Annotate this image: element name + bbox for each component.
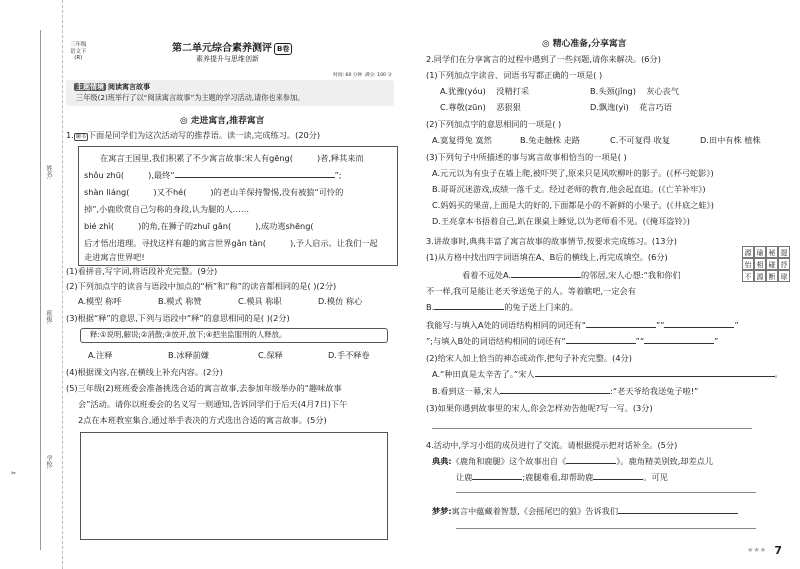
- opt-part: B.头颈(jǐng): [590, 86, 636, 96]
- opt-part: 没精打采: [496, 86, 530, 96]
- grid-cell: 瑜: [754, 246, 766, 258]
- passage-seg: )又不hé(: [153, 187, 187, 197]
- grade-info: [70, 42, 87, 62]
- passage-seg: 掉”,小鹿欣赏自己匀称的身段,认为腿: [84, 204, 217, 214]
- q2-2-opt-a[interactable]: A.寞复得兔 寞然: [432, 135, 492, 145]
- q3-title: [426, 236, 677, 246]
- para-seg: 的兔子送上门来的。: [504, 302, 578, 312]
- para-seg: B.: [426, 302, 435, 312]
- q1-badge: 聊书: [75, 134, 86, 140]
- dialogue-text: 让鹿: [456, 472, 473, 482]
- q2-3-opt-a[interactable]: A.元元以为有虫子在墙上爬,被吓哭了,原来只是风吹柳叶的影子。(《杯弓蛇影》): [432, 168, 714, 178]
- q3-1: (1)从方格中找出四字词语填在A、B后的横线上,再完成填空。(6分): [426, 252, 668, 262]
- class-label: 班级:: [45, 310, 52, 325]
- q1-2-opt-c[interactable]: C.模具 称职: [238, 296, 282, 306]
- q3-3: (3)如果你遇到故事里的宋人,你会怎样劝告他呢?写一写。(3分): [426, 403, 653, 413]
- q4-dialogue-b: [432, 506, 738, 516]
- q2-2-opt-d[interactable]: D.田中有株 植株: [700, 135, 761, 145]
- q3-note-2: ”;与填入B处的词语结构相同的词还有“ ”“ ”: [426, 336, 719, 346]
- q2-1-opt-b[interactable]: [590, 86, 679, 96]
- q3-note-1: 我能写:与填入A处的词语结构相同的词还有“ ”“ ”: [426, 320, 739, 330]
- school-label: 学校:: [45, 455, 52, 470]
- q1-2: (2)下列加点字的读音与语段中加点的“柄”和“称”的读音都相同的是( )(2分): [66, 281, 337, 291]
- blank-b[interactable]: [434, 309, 504, 310]
- char-grid: [742, 246, 790, 282]
- grid-cell: 源: [754, 270, 766, 282]
- q1-2-opt-d[interactable]: D.模仿 称心: [318, 296, 363, 306]
- q2-2-opt-b[interactable]: B.兔走触株 走路: [520, 135, 580, 145]
- page-title: [172, 39, 292, 55]
- q3-para-2: 不一样,我可是能让老天爷送兔子的人。等着瞧吧,一定会有: [426, 286, 636, 296]
- grid-cell: 怡: [742, 258, 754, 270]
- passage-seg: shǒu zhū(: [84, 170, 125, 180]
- speaker-label: 梦梦:: [432, 506, 452, 516]
- passage-seg: 后才悟出道理。寻找这样有趣的寓言世界gǎn tàn(: [84, 238, 266, 248]
- q4: 4.活动中,学习小组的成员进行了交流。请根据提示把对话补全。(5分): [426, 440, 678, 450]
- grid-cell: 提: [778, 246, 790, 258]
- q1-3-opt-b[interactable]: B.冰释前嫌: [168, 350, 209, 360]
- passage-line-2: shǒu zhū( ),最终“ ”;: [84, 170, 342, 180]
- subtitle: 素养提升与思维创新: [196, 55, 259, 63]
- passage-seg: shàn liáng(: [84, 187, 130, 197]
- blank[interactable]: [500, 393, 610, 394]
- exam-meta: [333, 72, 392, 78]
- time-limit: 时间: 60 分钟: [333, 73, 363, 78]
- grade: 三年级: [70, 42, 87, 48]
- section-right-text: 精心准备,分享寓言: [552, 39, 627, 49]
- passage-line-1: [100, 153, 364, 163]
- q1-title: [66, 130, 320, 142]
- grid-row: [742, 270, 790, 282]
- dialogue-text: 》。鹿角精美别致,却差点儿: [616, 456, 714, 466]
- blank[interactable]: [586, 327, 656, 328]
- q3-para-3: [426, 302, 578, 312]
- dialogue-text: ;鹿腿难看,却帮助鹿: [522, 472, 594, 482]
- note-text: 我能写:与填入A处的词语结构相同的词还有“: [426, 320, 586, 330]
- q4-dialogue-a: [432, 456, 713, 466]
- grid-cell: 断: [766, 270, 778, 282]
- subject: 语文下: [70, 48, 87, 55]
- q2-3-opt-c[interactable]: C.妈妈买的果苗,上面是大的好的,下面都是小的不新鲜的小果子。(《井底之蛙》): [432, 200, 714, 210]
- passage-line-6: [84, 238, 378, 248]
- grid-cell: 碰: [766, 258, 778, 270]
- q2-1-opt-c[interactable]: [440, 102, 521, 112]
- edition-tag: (R): [74, 55, 83, 61]
- title-text: 第二单元综合素养测评: [172, 43, 272, 54]
- dialogue-text: 寓言中蕴藏着智慧,《会摇尾巴的狼》告诉我们: [451, 506, 619, 516]
- dialogue-text: 。可见: [643, 472, 668, 482]
- para-seg: 的邻居,宋人心想:“我和你们: [581, 270, 681, 280]
- q1-2-opt-b[interactable]: B.模式 称赞: [158, 296, 202, 306]
- passage-seg: ),最终“: [148, 170, 175, 180]
- q3-para-1: [462, 270, 681, 280]
- blank-line: [175, 177, 335, 178]
- passage-seg: bié zhì(: [84, 221, 115, 231]
- q1-1: (1)看拼音,写字词,将语段补充完整。(9分): [66, 266, 218, 276]
- q2-3: (3)下列句子中所描述的事与寓言故事相恰当的一项是( ): [426, 152, 627, 162]
- passage-seg: )的角,在狮子的zhuī gǎn(: [138, 221, 232, 231]
- q2-3-opt-d[interactable]: D.王亮拿本书捂着自己,趴在课桌上睡觉,以为老师看不见。(《掩耳盗铃》): [432, 216, 690, 226]
- page-number: 7: [774, 544, 782, 557]
- star-rating: ★★★: [747, 546, 766, 554]
- passage-seg: ),予人启示。让我们一起: [290, 238, 378, 248]
- passage-line-4: [84, 204, 249, 214]
- opt-part: 花言巧语: [639, 102, 672, 112]
- opt-part: C.尊敬(zūn): [440, 102, 486, 112]
- version-badge: B卷: [274, 43, 292, 55]
- full-score: 满分: 100 分: [364, 73, 392, 78]
- grid-cell: 源: [742, 246, 754, 258]
- opt-part: 恶狠狠: [496, 102, 521, 112]
- blank[interactable]: [593, 479, 643, 480]
- theme-label: 主题情境: [76, 83, 104, 91]
- grid-cell: 不: [742, 270, 754, 282]
- q1-num: 1.: [66, 130, 74, 140]
- notice-answer-box[interactable]: [80, 432, 388, 540]
- q2-1: (1)下列加点字读音、词语书写都正确的一项是( ): [426, 70, 603, 80]
- q1-text: 下面是同学们为这次活动写的推荐语。读一读,完成练习。(20分): [87, 130, 321, 140]
- blank[interactable]: [644, 343, 714, 344]
- section-title-left: ◎ 走进寓言,推荐寓言: [180, 116, 265, 126]
- header: [64, 34, 396, 80]
- blank[interactable]: [535, 376, 775, 377]
- q3-2a: A.“种田真是太辛苦了。”宋人 。: [432, 369, 783, 379]
- q3-2a-text: A.“种田真是太辛苦了。”宋人: [432, 369, 535, 379]
- q3-2: (2)给宋人加上恰当的神态或动作,把句子补充完整。(4分): [426, 353, 632, 363]
- grid-cell: 抒: [778, 258, 790, 270]
- binding-margin: [0, 0, 63, 569]
- passage-seg: 的人……: [216, 204, 250, 214]
- passage-seg: 在寓言王国里,我们积累了不少寓言故事:宋人有gēng(: [100, 153, 293, 163]
- grid-cell: 球: [778, 270, 790, 282]
- q2-3-opt-b[interactable]: B.哥哥沉迷游戏,成绩一落千丈。经过老师的教育,他会起直追。(《亡羊补牢》): [432, 184, 706, 194]
- blank-a[interactable]: [511, 277, 581, 278]
- grid-row: [742, 258, 790, 270]
- q3-2b-tail: :“老天爷给我送兔子啦!”: [610, 386, 699, 396]
- cut-line-mark: ✂: [10, 470, 17, 477]
- blank[interactable]: [566, 463, 616, 464]
- q1-2-opt-a[interactable]: A.模型 称呼: [78, 296, 122, 306]
- para-seg: 看着不远处A.: [462, 270, 511, 280]
- blank[interactable]: [472, 479, 522, 480]
- q1-5b: 会”活动。请你以班委会的名义写一则通知,告诉同学们于后天(4月7日)下午: [78, 399, 348, 409]
- answer-line[interactable]: [456, 492, 756, 493]
- passage-line-3: [84, 187, 343, 197]
- q3-text: 3.讲故事时,典典丰富了寓言故事的故事情节,按要求完成练习。(13分): [426, 236, 677, 246]
- q3-2b: [432, 386, 698, 396]
- theme-header: [74, 82, 150, 92]
- q4-dialogue-a2: [456, 472, 668, 482]
- passage-seg: )的老山羊保持警惕,没有被狼“可怜的: [210, 187, 344, 197]
- q2-2: (2)下列加点字的意思相同的一项是( ): [426, 119, 562, 129]
- passage-seg: ),成功逃shēng(: [255, 221, 314, 231]
- name-label: 姓名:: [45, 165, 52, 180]
- speaker-label: 典典:: [432, 456, 452, 466]
- q2-1-opt-d[interactable]: [590, 102, 672, 112]
- section-left-text: 走进寓言,推荐寓言: [190, 116, 265, 126]
- blank[interactable]: [618, 513, 738, 514]
- q1-3-opt-c[interactable]: C.保释: [258, 350, 283, 360]
- answer-line[interactable]: [456, 528, 756, 529]
- q1-5c: 2点在本班教室集合,通过举手表决的方式选出合适的寓言故事。(5分): [78, 415, 327, 425]
- opt-part: A.犹豫(yóu): [440, 86, 486, 96]
- passage-line-5: [84, 221, 314, 231]
- q1-4: (4)根据课文内容,在横线上补充内容。(2分): [66, 367, 223, 377]
- q1-3-opt-a[interactable]: A.注释: [88, 350, 113, 360]
- grid-cell: 相: [754, 258, 766, 270]
- q3-2b-text: B.看到这一幕,宋人: [432, 386, 501, 396]
- blank[interactable]: [664, 327, 734, 328]
- opt-part: 灰心丧气: [646, 86, 680, 96]
- q2-2-opt-c[interactable]: C.不可复得 收复: [610, 135, 671, 145]
- theme-name: 阅读寓言故事: [108, 83, 150, 91]
- passage-line-7: 走进寓言世界吧!: [84, 252, 145, 262]
- passage-seg: )者,释其来而: [316, 153, 364, 163]
- q1-3-opt-d[interactable]: D.手不释卷: [328, 350, 370, 360]
- opt-part: D.飘逸(yì): [590, 102, 629, 112]
- q1-3: (3)根据“释”的意思,下列与语段中“释”的意思相同的是( )(2分): [66, 313, 290, 323]
- answer-line[interactable]: [432, 428, 752, 429]
- q2-1-opt-a[interactable]: [440, 86, 529, 96]
- q1-3-box-text: 释:①说明,解说;②消散;③放开,放下;④把坐监服刑的人释放。: [90, 330, 287, 339]
- section-title-right: ◎ 精心准备,分享寓言: [542, 39, 627, 49]
- note-text: ”;与填入B处的词语结构相同的词还有“: [426, 336, 566, 346]
- grid-cell: 秘: [766, 246, 778, 258]
- q1-5: (5)三年级(2)班班委会准备挑选合适的寓言故事,去参加年级举办的“趣味故事: [66, 383, 342, 393]
- grid-row: [742, 246, 790, 258]
- blank[interactable]: [566, 343, 636, 344]
- theme-text: 三年级(2)班举行了以“阅读寓言故事”为主题的学习活动,请你也来参加。: [76, 93, 305, 102]
- theme-box: [66, 80, 394, 106]
- q2: 2.同学们在分享寓言的过程中遇到了一些问题,请你来解决。(6分): [426, 54, 661, 64]
- binding-line: [40, 30, 41, 550]
- dialogue-text: 《鹿角和鹿腿》这个故事出自《: [451, 456, 567, 466]
